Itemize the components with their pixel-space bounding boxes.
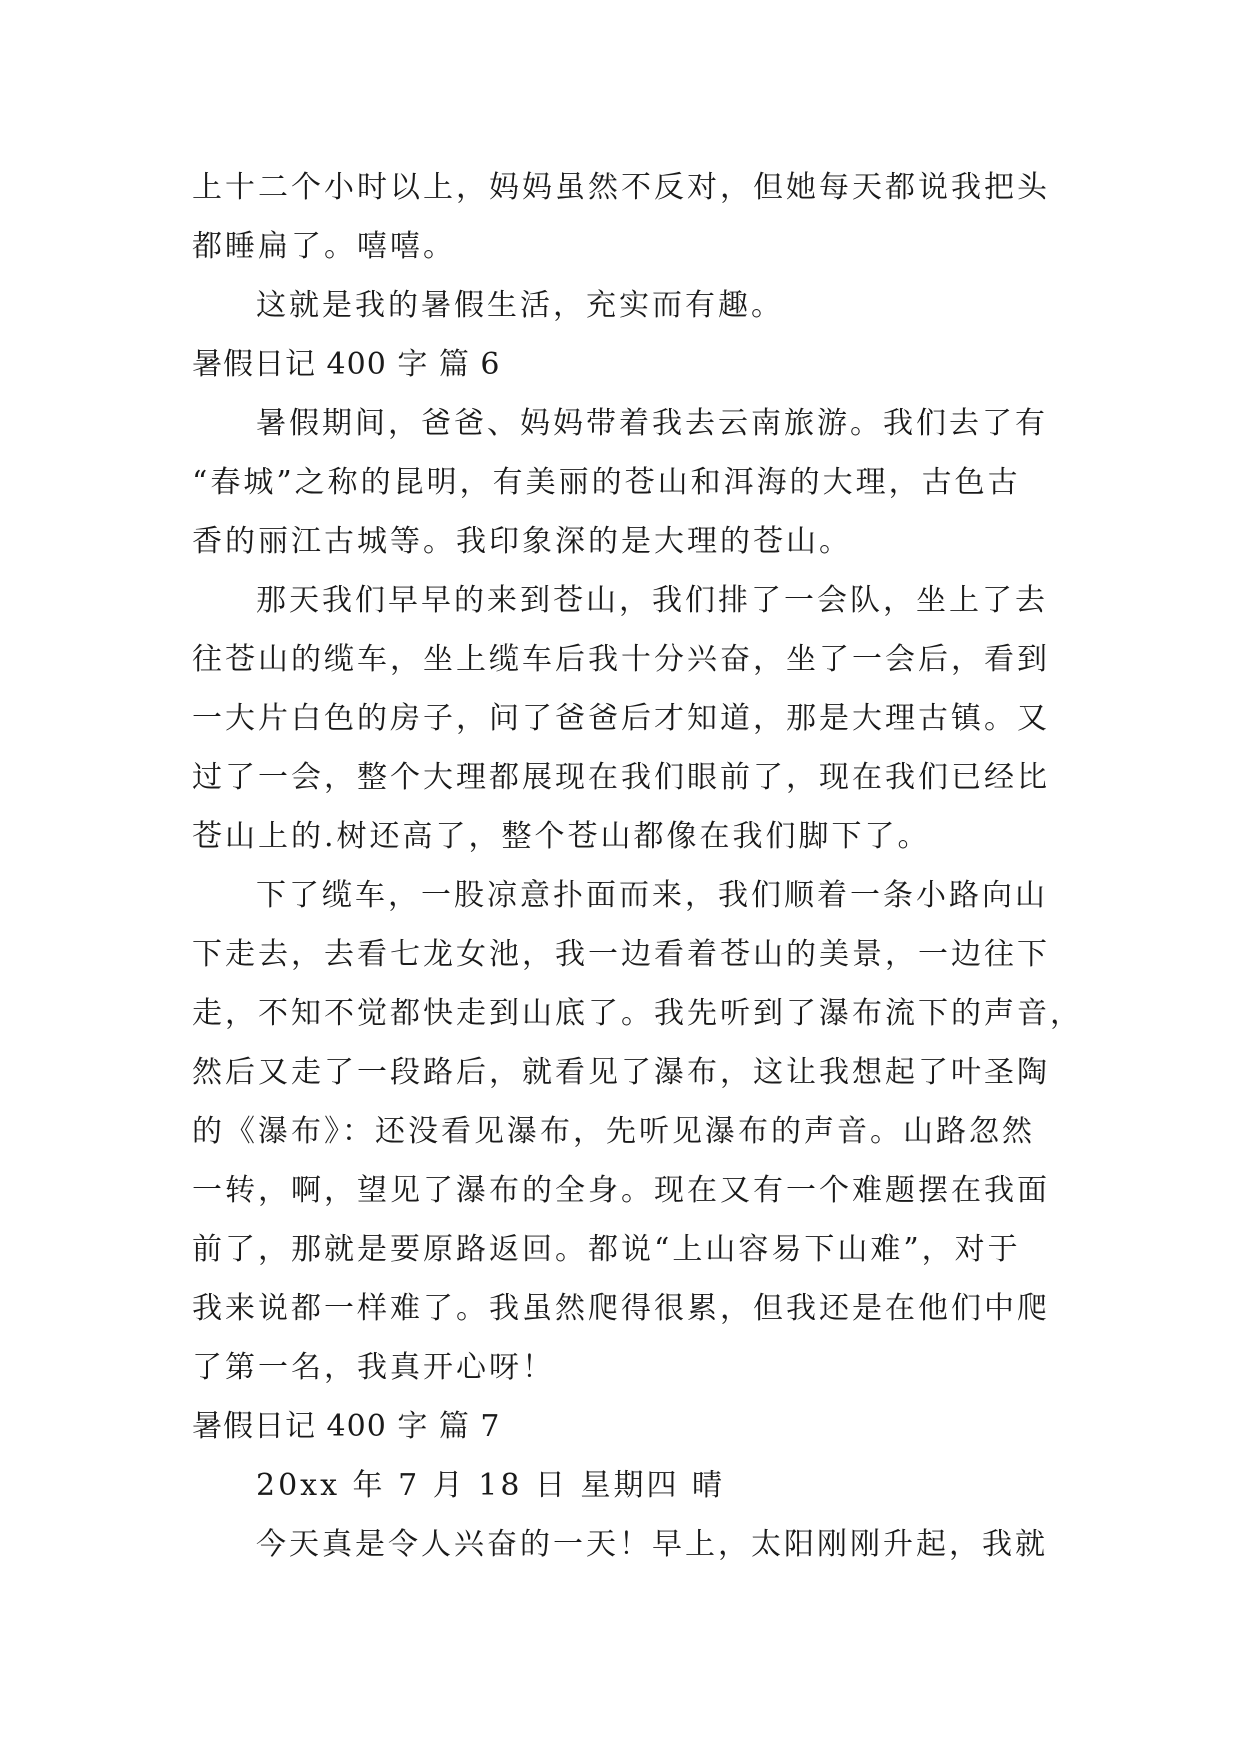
paragraph	[192, 1456, 1054, 1515]
paragraph-line: 苍山上的.树还高了，整个苍山都像在我们脚下了。	[192, 819, 931, 854]
heading-text: 暑假日记 400 字 篇 7	[192, 1409, 501, 1444]
paragraph	[192, 158, 1054, 276]
paragraph-line: 前了，那就是要原路返回。都说“上山容易下山难”，对于	[192, 1232, 1021, 1267]
paragraph-line: 一大片白色的房子，问了爸爸后才知道，那是大理古镇。又	[192, 701, 1050, 736]
section-heading	[192, 335, 1054, 394]
paragraph-line: 20xx 年 7 月 18 日 星期四 晴	[256, 1468, 726, 1503]
paragraph	[192, 276, 1054, 335]
paragraph-line: 那天我们早早的来到苍山，我们排了一会队，坐上了去	[256, 583, 1048, 618]
paragraph-line: 然后又走了一段路后，就看见了瀑布，这让我想起了叶圣陶	[192, 1055, 1050, 1090]
paragraph-line: 的《瀑布》：还没看见瀑布，先听见瀑布的声音。山路忽然	[192, 1114, 1035, 1149]
paragraph-line: 往苍山的缆车，坐上缆车后我十分兴奋，坐了一会后，看到	[192, 642, 1050, 677]
paragraph-line: 香的丽江古城等。我印象深的是大理的苍山。	[192, 524, 852, 559]
paragraph-line: 这就是我的暑假生活，充实而有趣。	[256, 288, 784, 323]
paragraph-line: 走，不知不觉都快走到山底了。我先听到了瀑布流下的声音，	[192, 996, 1083, 1031]
paragraph-line: 一转，啊，望见了瀑布的全身。现在又有一个难题摆在我面	[192, 1173, 1050, 1208]
paragraph-line: 上十二个小时以上，妈妈虽然不反对，但她每天都说我把头	[192, 170, 1050, 205]
paragraph-line: 我来说都一样难了。我虽然爬得很累，但我还是在他们中爬	[192, 1291, 1050, 1326]
section-heading	[192, 1397, 1054, 1456]
paragraph-line: 过了一会，整个大理都展现在我们眼前了，现在我们已经比	[192, 760, 1050, 795]
paragraph	[192, 1515, 1054, 1574]
paragraph	[192, 866, 1083, 1397]
paragraph	[192, 394, 1054, 571]
paragraph-line: 暑假期间，爸爸、妈妈带着我去云南旅游。我们去了有	[256, 406, 1048, 441]
document-body	[192, 158, 1083, 1574]
paragraph-line: 今天真是令人兴奋的一天！早上，太阳刚刚升起，我就	[256, 1527, 1048, 1562]
paragraph-line: 都睡扁了。嘻嘻。	[192, 229, 456, 264]
paragraph-line: “春城”之称的昆明，有美丽的苍山和洱海的大理，古色古	[192, 465, 1021, 500]
paragraph-line: 了第一名，我真开心呀！	[192, 1350, 555, 1385]
paragraph-line: 下走去，去看七龙女池，我一边看着苍山的美景，一边往下	[192, 937, 1050, 972]
heading-text: 暑假日记 400 字 篇 6	[192, 347, 501, 382]
paragraph	[192, 571, 1054, 866]
paragraph-line: 下了缆车，一股凉意扑面而来，我们顺着一条小路向山	[256, 878, 1048, 913]
